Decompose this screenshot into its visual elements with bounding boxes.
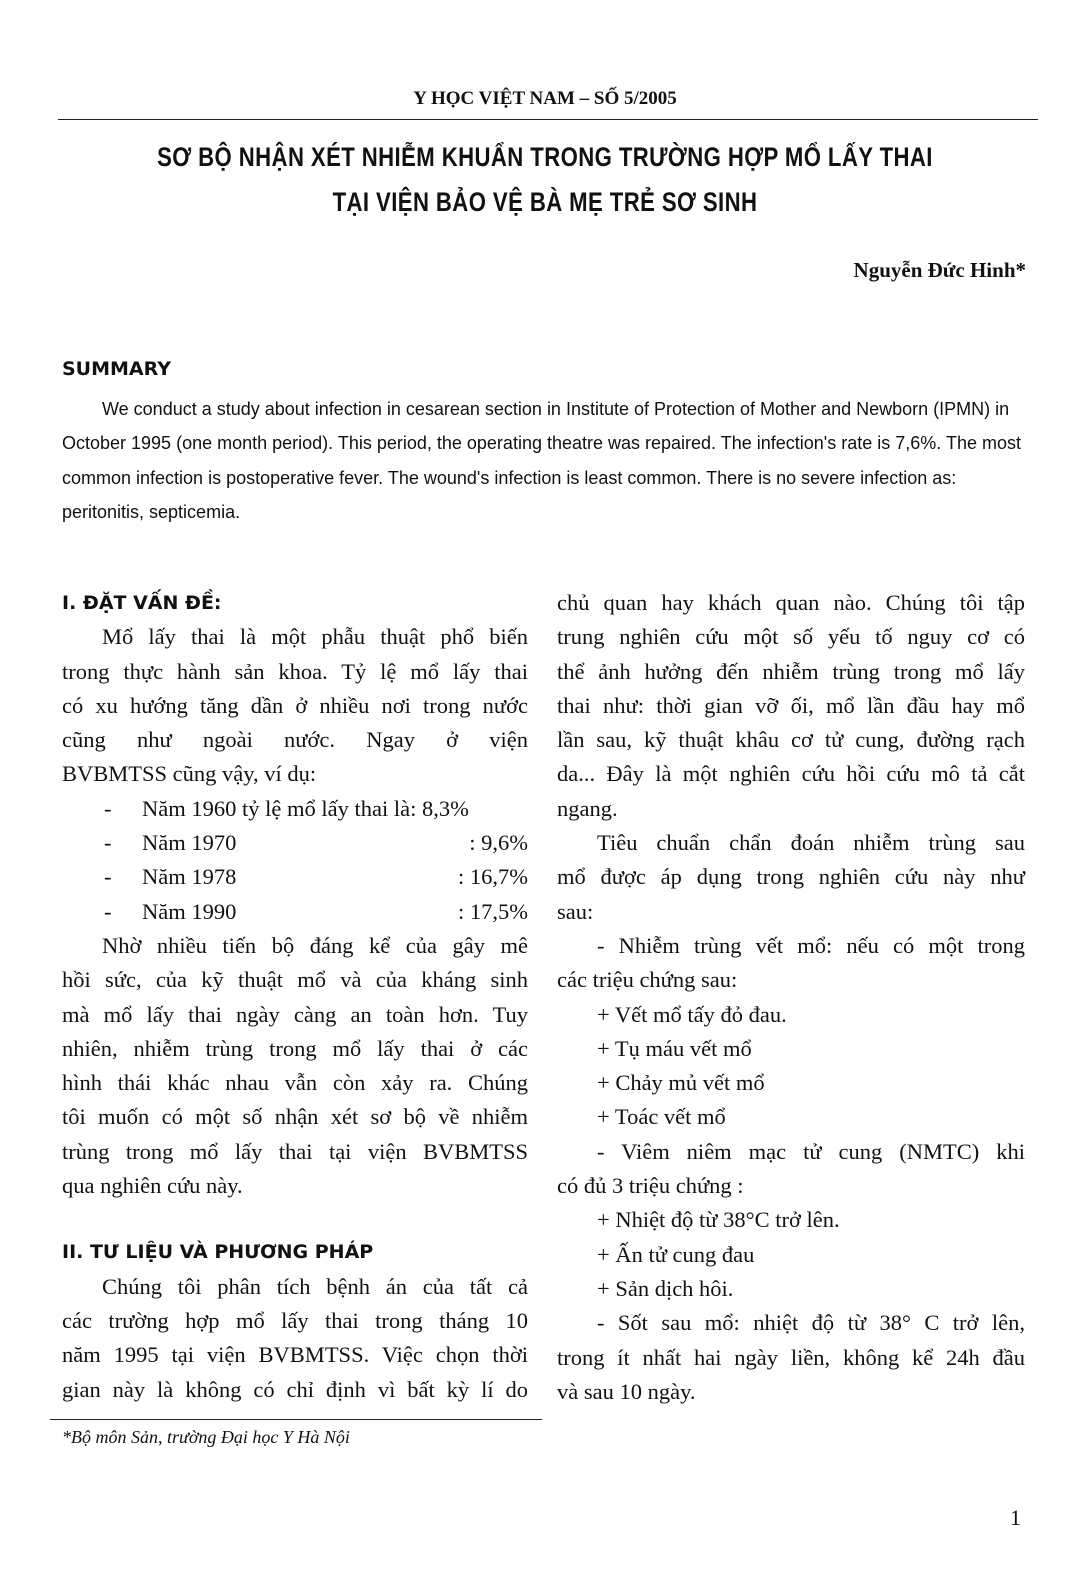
summary-text bbox=[62, 392, 1025, 529]
header-rule bbox=[58, 119, 1038, 120]
summary-body: We conduct a study about infection in cesarean section in Institute of Protection of Mother and Newborn (IPMN) in October 1995 (one month period). This period, the operating theatre was repaired. The infection's rate is 7,6%. The most common infection is postoperative fever. The wound's infection is least common. There is no severe infection as: peritonitis, septicemia. bbox=[62, 399, 1021, 522]
list-item bbox=[62, 792, 528, 826]
section-heading: II. TƯ LIỆU VÀ PHƯƠNG PHÁP bbox=[62, 1241, 374, 1264]
text-line: chủ quan hay khách quan nào. Chúng tôi tập bbox=[557, 590, 1025, 615]
text-line: lần sau, kỹ thuật khâu cơ tử cung, đường rạch bbox=[557, 727, 1025, 753]
text-line: - Viêm niêm mạc tử cung (NMTC) khi bbox=[597, 1138, 1025, 1164]
text-line: năm 1995 tại viện BVBMTSS. Việc chọn thời bbox=[62, 1342, 528, 1368]
footnote-rule bbox=[50, 1419, 542, 1420]
text-line: trùng trong mổ lấy thai tại viện BVBMTSS bbox=[62, 1138, 528, 1164]
footnote: *Bộ môn Sản, trường Đại học Y Hà Nội bbox=[62, 1427, 350, 1447]
page-number: 1 bbox=[1010, 1505, 1021, 1530]
text-line: Nhờ nhiều tiến bộ đáng kể của gây mê bbox=[102, 932, 528, 958]
text-line: gian này là không có chỉ định vì bất kỳ lí do bbox=[62, 1376, 528, 1402]
list-item-label: Năm 1970 bbox=[142, 830, 237, 856]
criterion-item: + Toác vết mổ bbox=[597, 1104, 726, 1130]
text-line: hồi sức, của kỹ thuật mổ và của kháng sinh bbox=[62, 967, 528, 993]
text-line: nhiên, nhiễm trùng trong mổ lấy thai ở các bbox=[62, 1035, 528, 1061]
left-column bbox=[62, 586, 528, 1407]
list-item-label: Năm 1960 tỷ lệ mổ lấy thai là: 8,3% bbox=[142, 795, 469, 821]
criterion-item: + Nhiệt độ từ 38°C trở lên. bbox=[597, 1207, 840, 1233]
right-column bbox=[557, 586, 1025, 1409]
list-item-dash: - bbox=[104, 795, 112, 821]
text-line: tôi muốn có một số nhận xét sơ bộ về nhiễm bbox=[62, 1104, 528, 1130]
text-line: thể ảnh hưởng đến nhiễm trùng trong mổ lấy bbox=[557, 658, 1025, 684]
text-line: thai như: thời gian vỡ ối, mổ lần đầu hay mổ bbox=[557, 692, 1025, 718]
list-item bbox=[62, 895, 528, 929]
criterion-item: + Sản dịch hôi. bbox=[597, 1275, 734, 1301]
list-item bbox=[62, 860, 528, 894]
text-line: trung nghiên cứu một số yếu tố nguy cơ có bbox=[557, 624, 1025, 650]
list-item bbox=[62, 826, 528, 860]
text-line: các trường hợp mổ lấy thai trong tháng 10 bbox=[62, 1307, 528, 1333]
text-line: và sau 10 ngày. bbox=[557, 1378, 696, 1404]
list-item-value: : 9,6% bbox=[469, 830, 528, 856]
text-line: qua nghiên cứu này. bbox=[62, 1173, 243, 1199]
list-item-dash: - bbox=[104, 830, 112, 856]
list-item-value: : 16,7% bbox=[458, 864, 528, 890]
criterion-item: + Ấn tử cung đau bbox=[597, 1241, 755, 1267]
text-line: BVBMTSS cũng vậy, ví dụ: bbox=[62, 761, 317, 787]
text-line: mà mổ lấy thai ngày càng an toàn hơn. Tuy bbox=[62, 1001, 528, 1027]
list-item-label: Năm 1990 bbox=[142, 898, 237, 924]
criterion-item: + Tụ máu vết mổ bbox=[597, 1035, 752, 1061]
list-item-dash: - bbox=[104, 898, 112, 924]
text-line: ngang. bbox=[557, 795, 618, 821]
text-line: sau: bbox=[557, 898, 594, 924]
criterion-item: + Vết mổ tấy đỏ đau. bbox=[597, 1001, 787, 1027]
text-line: có đủ 3 triệu chứng : bbox=[557, 1173, 744, 1199]
list-item-label: Năm 1978 bbox=[142, 864, 237, 890]
text-line: các triệu chứng sau: bbox=[557, 967, 738, 993]
text-line: cũng như ngoài nước. Ngay ở viện bbox=[62, 727, 528, 753]
section-heading: I. ĐẶT VẤN ĐỀ: bbox=[62, 592, 222, 614]
criterion-item: + Chảy mủ vết mổ bbox=[597, 1070, 765, 1096]
text-line: da... Đây là một nghiên cứu hồi cứu mô tả cắt bbox=[557, 761, 1025, 787]
text-line: có xu hướng tăng dần ở nhiều nơi trong nước bbox=[62, 692, 528, 718]
text-line: Chúng tôi phân tích bệnh án của tất cả bbox=[102, 1273, 528, 1299]
article-title-line-2: TẠI VIỆN BẢO VỆ BÀ MẸ TRẺ SƠ SINH bbox=[332, 187, 758, 217]
text-line: Tiêu chuẩn chẩn đoán nhiễm trùng sau bbox=[597, 830, 1025, 856]
article-title-line-1: SƠ BỘ NHẬN XÉT NHIỄM KHUẨN TRONG TRƯỜNG HỢP MỔ LẤY THAI bbox=[157, 142, 933, 172]
text-line: - Nhiễm trùng vết mổ: nếu có một trong bbox=[597, 932, 1025, 958]
text-line: mổ được áp dụng trong nghiên cứu này như bbox=[557, 864, 1025, 890]
text-line: - Sốt sau mổ: nhiệt độ từ 38° C trở lên, bbox=[597, 1310, 1025, 1336]
text-line: hình thái khác nhau vẫn còn xảy ra. Chúng bbox=[62, 1070, 528, 1096]
text-line: Mổ lấy thai là một phẫu thuật phổ biến bbox=[102, 624, 528, 650]
text-line: trong ít nhất hai ngày liền, không kể 24h đầu bbox=[557, 1344, 1025, 1370]
journal-header: Y HỌC VIỆT NAM – SỐ 5/2005 bbox=[413, 88, 677, 109]
author: Nguyễn Đức Hinh* bbox=[853, 258, 1026, 282]
list-item-value: : 17,5% bbox=[458, 898, 528, 924]
text-line: trong thực hành sản khoa. Tỷ lệ mổ lấy thai bbox=[62, 658, 528, 684]
list-item-dash: - bbox=[104, 864, 112, 890]
summary-heading: SUMMARY bbox=[62, 358, 171, 380]
